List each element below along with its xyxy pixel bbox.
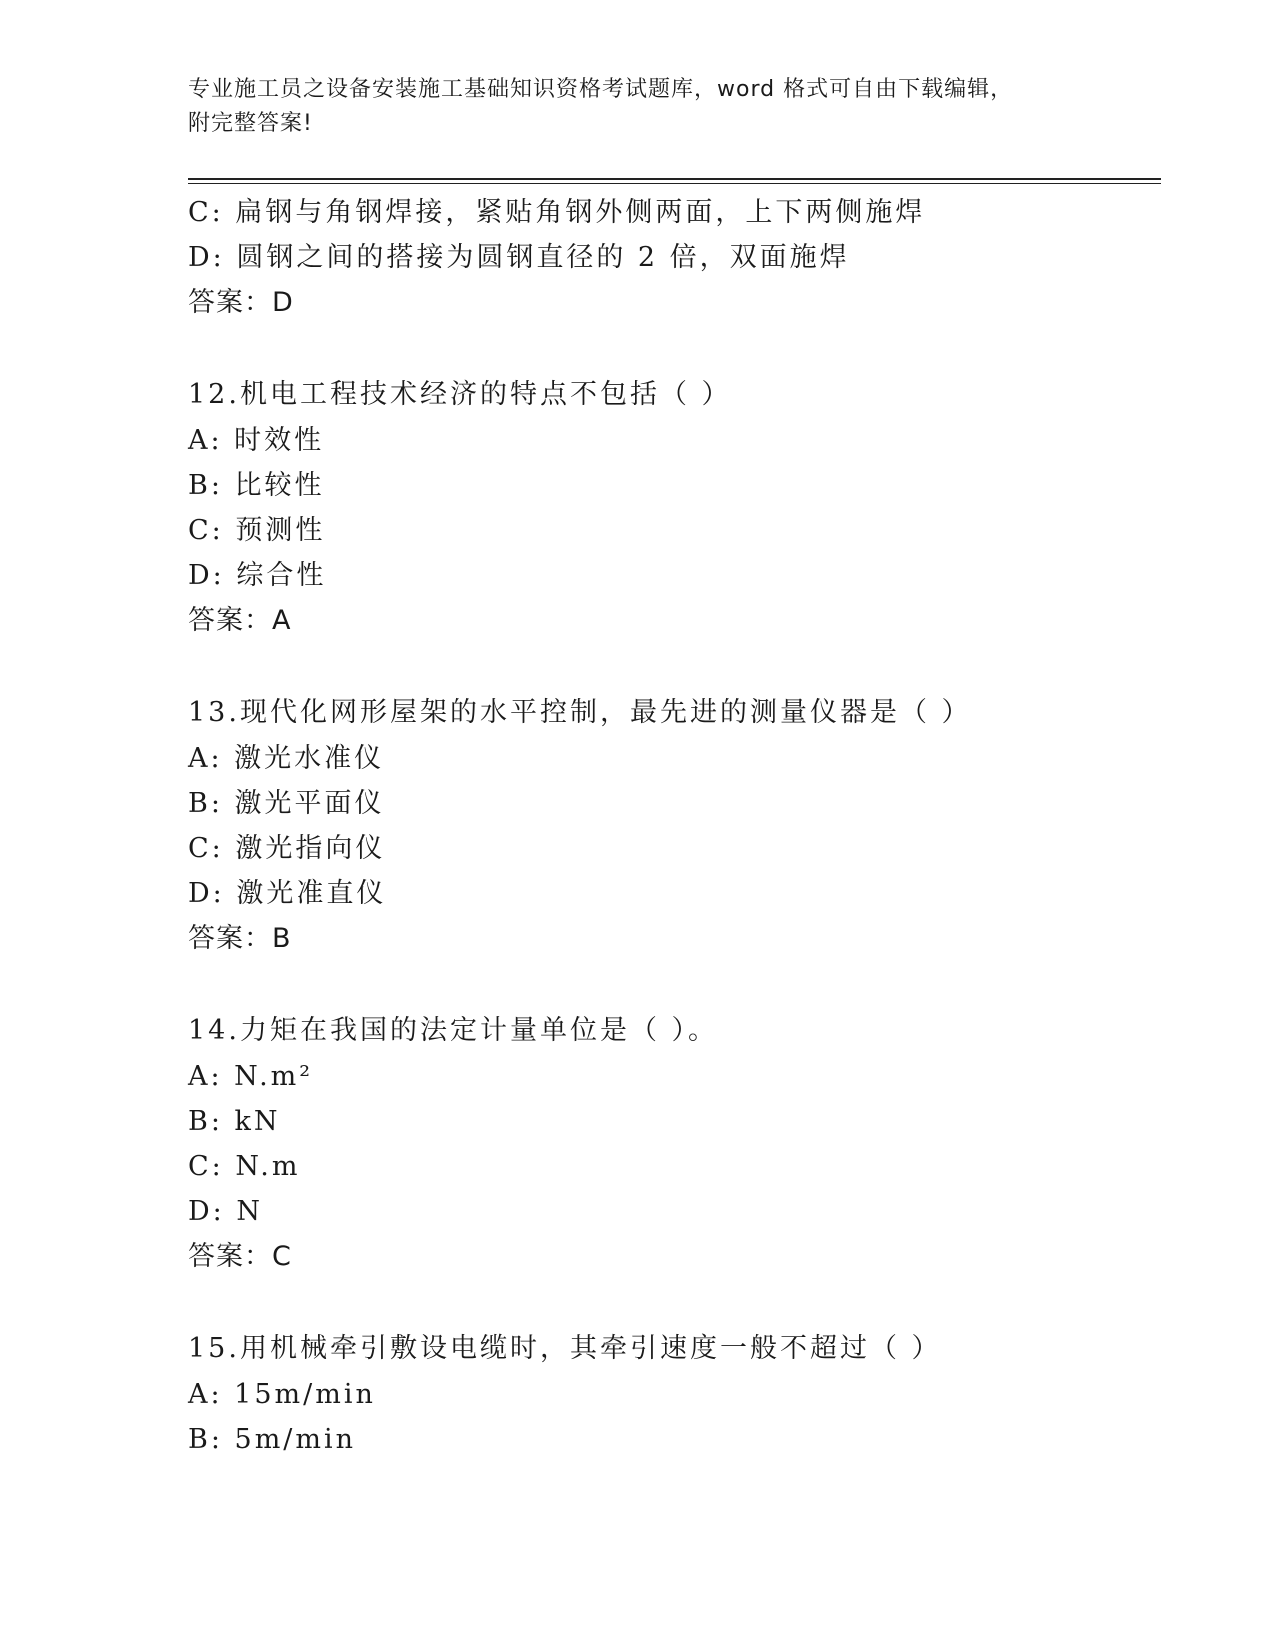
option-c: C: 激光指向仪: [188, 833, 386, 864]
option-b: B: 5m/min: [188, 1424, 357, 1455]
option-c: C: 扁钢与角钢焊接，紧贴角钢外侧两面，上下两侧施焊: [188, 197, 926, 228]
question-list: [188, 190, 1161, 1462]
option-d: D: 圆钢之间的搭接为圆钢直径的 2 倍，双面施焊: [188, 242, 850, 273]
spacer: [188, 643, 1161, 690]
option-d: D: 激光准直仪: [188, 878, 387, 909]
option-b: B: 比较性: [188, 470, 325, 501]
question-13: [188, 690, 1161, 961]
header-line-2: 附完整答案!: [188, 111, 313, 136]
spacer: [188, 325, 1161, 372]
option-c: C: N.m: [188, 1151, 301, 1182]
option-d: D: 综合性: [188, 560, 327, 591]
option-d: D: N: [188, 1196, 263, 1227]
option-a: A: 15m/min: [188, 1379, 376, 1410]
spacer: [188, 961, 1161, 1008]
question-12: [188, 372, 1161, 643]
header-divider-thin: [188, 183, 1161, 184]
answer: 答案：D: [188, 287, 294, 318]
answer: 答案：B: [188, 923, 292, 954]
question-text: 15.用机械牵引敷设电缆时，其牵引速度一般不超过（ ）: [188, 1333, 942, 1364]
question-15: [188, 1326, 1161, 1462]
option-a: A: N.m²: [188, 1061, 314, 1092]
answer: 答案：A: [188, 605, 292, 636]
answer: 答案：C: [188, 1241, 292, 1272]
header-divider: [188, 178, 1161, 180]
header-line-1: 专业施工员之设备安装施工基础知识资格考试题库，word 格式可自由下载编辑，: [188, 77, 1014, 102]
question-text: 12.机电工程技术经济的特点不包括（ ）: [188, 379, 732, 410]
document-header: [188, 73, 1068, 141]
option-a: A: 激光水准仪: [188, 743, 385, 774]
option-b: B: 激光平面仪: [188, 788, 385, 819]
question-11-tail: [188, 190, 1161, 325]
option-a: A: 时效性: [188, 425, 325, 456]
spacer: [188, 1279, 1161, 1326]
question-text: 13.现代化网形屋架的水平控制，最先进的测量仪器是（ ）: [188, 697, 972, 728]
question-text: 14.力矩在我国的法定计量单位是（ ）。: [188, 1015, 719, 1046]
option-b: B: kN: [188, 1106, 281, 1137]
question-14: [188, 1008, 1161, 1279]
option-c: C: 预测性: [188, 515, 326, 546]
